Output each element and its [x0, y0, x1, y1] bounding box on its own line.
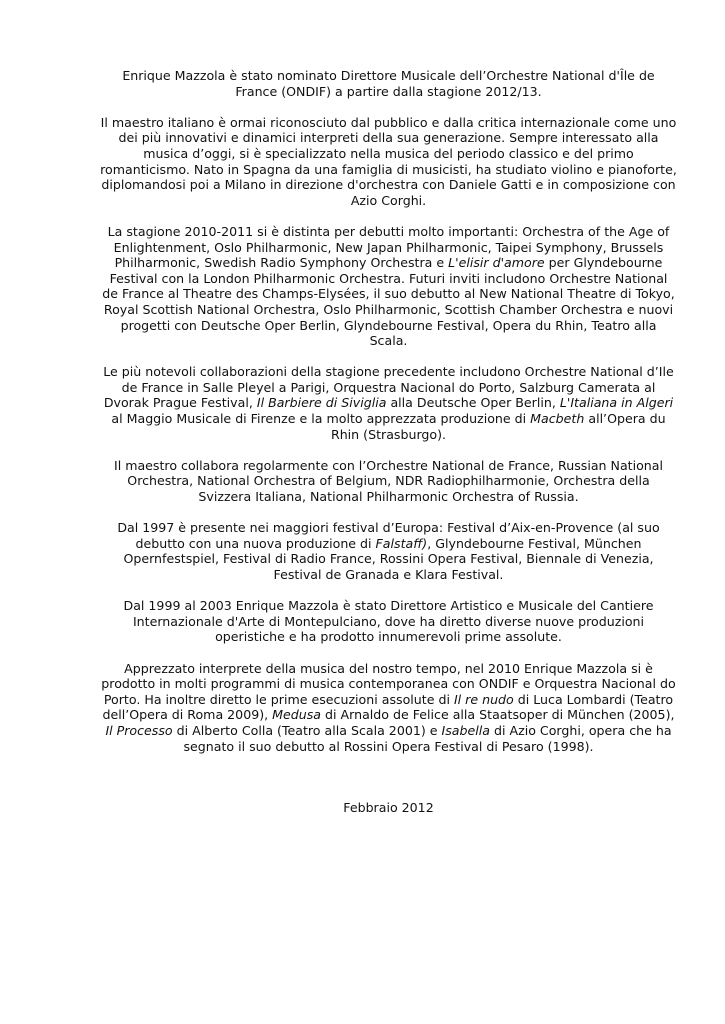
paragraph-previous-season — [100, 364, 677, 442]
work-title: Il re nudo — [453, 691, 514, 707]
text-segment: Le più notevoli collaborazioni della stagione precedente includono Orchestre National d’Ile de France in Salle Pleyel a Parigi, Orquestra Nacional do Porto, Salzburg Camerata al Dvorak Prague Festival, — [103, 364, 674, 411]
text-segment: Dal 1997 è presente nei maggiori festival d’Europa: Festival d’Aix-en-Provence (al suo debutto con una nuova produzione di — [117, 520, 660, 551]
text-segment: , Glyndebourne Festival, München Opernfestspiel, Festival di Radio France, Rossini Opera Festival, Biennale di Venezia, Festival de Granada e Klara Festival. — [123, 535, 654, 582]
text-segment: per Glyndebourne Festival con la London Philharmonic Orchestra. Futuri inviti includono Orchestre National de France al Theatre des Champs-Elysées, il suo debutto al New National Theatre di Tokyo, Royal Scottish National Orchestra, Oslo Philharmonic, Scottish Chamber Orchestra e nuovi progetti con Deutsche Oper Berlin, Glyndebourne Festival, Opera du Rhin, Teatro alla Scala. — [102, 255, 675, 349]
work-title: L'Italiana in Algeri — [559, 395, 674, 411]
text-segment: al Maggio Musicale di Firenze e la molto apprezzata produzione di — [111, 411, 531, 427]
work-title: Il Processo — [105, 722, 173, 738]
paragraph-montepulciano — [100, 598, 677, 645]
work-title: Macbeth — [530, 411, 585, 427]
paragraph-appointment — [100, 68, 677, 99]
document-body — [100, 68, 677, 831]
work-title: L'elisir d'amore — [448, 255, 545, 271]
text-segment: di Alberto Colla (Teatro alla Scala 2001) e — [172, 722, 442, 738]
text-segment: di Azio Corghi, opera che ha segnato il suo debutto al Rossini Opera Festival di Pesaro (1998). — [183, 722, 672, 754]
work-title: Isabella — [441, 722, 490, 738]
paragraph-regular-collaborations — [100, 458, 677, 505]
paragraph-contemporary-music — [100, 661, 677, 755]
text-segment: La stagione 2010-2011 si è distinta per debutti molto importanti: Orchestra of the Age of Enlightenment, Oslo Philharmonic, New Japan Philharmonic, Taipei Symphony, Brussels Philharmonic, Swedish Radio Symphony Orchestra e — [107, 223, 670, 271]
work-title: Falstaff) — [375, 535, 428, 551]
work-title: Medusa — [272, 707, 322, 723]
text-segment: Apprezzato interprete della musica del nostro tempo, nel 2010 Enrique Mazzola si è prodotto in molti programmi di musica contemporanea con ONDIF e Orquestra Nacional do Porto. Ha inoltre diretto le prime esecuzioni assolute di — [101, 660, 676, 707]
work-title: Il Barbiere di Siviglia — [256, 395, 387, 411]
text-segment: all’Opera du Rhin (Strasburgo). — [330, 411, 666, 442]
text-segment: Il maestro collabora regolarmente con l’Orchestre National de France, Russian National Orchestra, National Orchestra of Belgium, NDR Radiophilharmonie, Orchestra della Svizzera Italiana, National Philharmonic Orchestra of Russia. — [113, 457, 664, 505]
text-segment: Il maestro italiano è ormai riconosciuto dal pubblico e dalla critica internazionale come uno dei più innovativi e dinamici interpreti della sua generazione. Sempre interessato alla musica d’oggi, si è specializzato nella musica del periodo classico e del primo romanticismo. Nato in Spagna da una famiglia di musicisti, ha studiato violino e pianoforte, diplomandosi poi a Milano in direzione d'orchestra con Daniele Gatti e in composizione con Azio Corghi. — [100, 114, 677, 208]
text-segment: Dal 1999 al 2003 Enrique Mazzola è stato Direttore Artistico e Musicale del Cantiere Internazionale d'Arte di Montepulciano, dove ha diretto diverse nuove produzioni operistiche e ha prodotto innumerevoli prime assolute. — [123, 598, 654, 645]
text-segment: Enrique Mazzola è stato nominato Direttore Musicale dell’Orchestre National d'Île de France (ONDIF) a partire dalla stagione 2012/13. — [122, 68, 655, 99]
text-segment: alla Deutsche Oper Berlin, — [386, 395, 560, 411]
paragraph-season-2010-2011 — [100, 224, 677, 349]
paragraph-festivals — [100, 520, 677, 582]
text-segment: di Luca Lombardi (Teatro dell’Opera di Roma 2009), — [102, 691, 674, 723]
text-segment: di Arnaldo de Felice alla Staatsoper di München (2005), — [321, 707, 675, 723]
paragraph-reputation — [100, 115, 677, 209]
document-date: Febbraio 2012 — [343, 800, 434, 816]
